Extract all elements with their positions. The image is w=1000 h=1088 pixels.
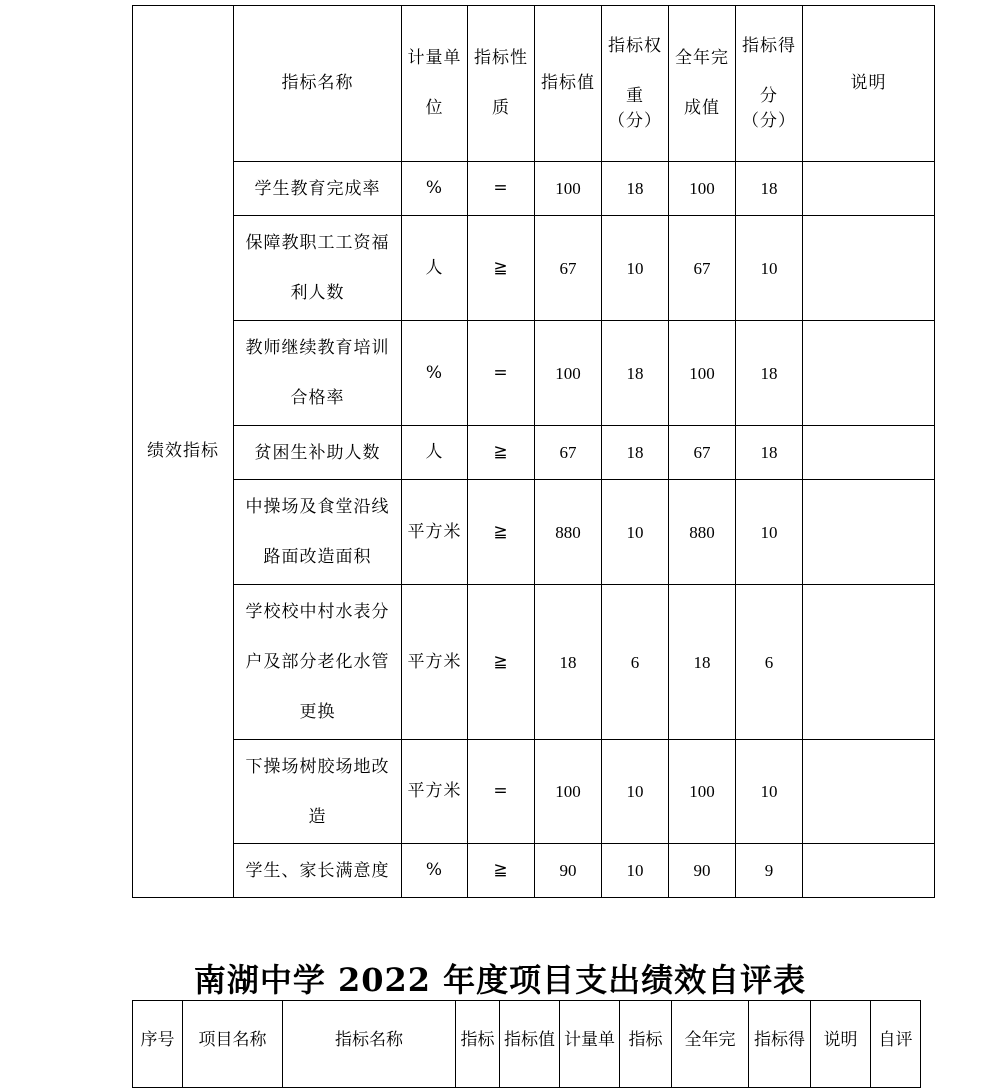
- performance-indicator-table: [132, 5, 935, 898]
- score-cell: 10: [736, 216, 803, 321]
- indicator-name: 学校校中村水表分 户及部分老化水管 更换: [234, 585, 402, 740]
- weight-cell: 6: [602, 585, 669, 740]
- value-cell: 67: [535, 426, 602, 480]
- unit-cell: 平方米: [402, 480, 468, 585]
- nature-cell: =: [468, 321, 535, 426]
- header-actual: 全年完 成值: [669, 6, 736, 162]
- note-cell: [803, 216, 935, 321]
- indicator-name: 教师继续教育培训 合格率: [234, 321, 402, 426]
- table-row: [133, 162, 935, 216]
- page-title: 南湖中学 2022 年度项目支出绩效自评表: [193, 961, 807, 999]
- header-note: 说明: [803, 6, 935, 162]
- value-cell: 880: [535, 480, 602, 585]
- unit-cell: 平方米: [402, 740, 468, 844]
- indicator-name: 保障教职工工资福 利人数: [234, 216, 402, 321]
- score-cell: 9: [736, 844, 803, 898]
- weight-cell: 18: [602, 162, 669, 216]
- score-cell: 18: [736, 162, 803, 216]
- table-row: [133, 426, 935, 480]
- actual-cell: 67: [669, 426, 736, 480]
- eval-header-cell: 自评: [871, 1001, 921, 1088]
- indicator-name: 学生、家长满意度: [234, 844, 402, 898]
- note-cell: [803, 321, 935, 426]
- note-cell: [803, 585, 935, 740]
- table-row: [133, 740, 935, 844]
- actual-cell: 880: [669, 480, 736, 585]
- actual-cell: 100: [669, 321, 736, 426]
- eval-header-cell: 全年完: [672, 1001, 749, 1088]
- eval-header-cell: 指标得: [749, 1001, 811, 1088]
- score-cell: 10: [736, 740, 803, 844]
- header-indicator-name: 指标名称: [234, 6, 402, 162]
- note-cell: [803, 480, 935, 585]
- unit-cell: 平方米: [402, 585, 468, 740]
- actual-cell: 90: [669, 844, 736, 898]
- unit-cell: %: [402, 844, 468, 898]
- table-row: [133, 321, 935, 426]
- eval-header-cell: 项目名称: [183, 1001, 283, 1088]
- value-cell: 90: [535, 844, 602, 898]
- actual-cell: 100: [669, 740, 736, 844]
- value-cell: 100: [535, 740, 602, 844]
- self-evaluation-table: [132, 1000, 921, 1088]
- indicator-name: 贫困生补助人数: [234, 426, 402, 480]
- note-cell: [803, 162, 935, 216]
- nature-cell: ≧: [468, 844, 535, 898]
- indicator-name: 中操场及食堂沿线 路面改造面积: [234, 480, 402, 585]
- note-cell: [803, 844, 935, 898]
- eval-header-cell: 计量单: [560, 1001, 620, 1088]
- weight-cell: 10: [602, 844, 669, 898]
- table-row: [133, 844, 935, 898]
- eval-header-row: [133, 1001, 921, 1088]
- unit-cell: 人: [402, 216, 468, 321]
- unit-cell: 人: [402, 426, 468, 480]
- section-label-cell: [133, 6, 234, 898]
- nature-cell: =: [468, 740, 535, 844]
- score-cell: 18: [736, 426, 803, 480]
- value-cell: 100: [535, 162, 602, 216]
- header-score: 指标得 分 （分）: [736, 6, 803, 162]
- table-row: [133, 216, 935, 321]
- header-nature: 指标性 质: [468, 6, 535, 162]
- table-row: [133, 585, 935, 740]
- indicator-name: 学生教育完成率: [234, 162, 402, 216]
- nature-cell: ≧: [468, 480, 535, 585]
- header-value: 指标值: [535, 6, 602, 162]
- actual-cell: 100: [669, 162, 736, 216]
- eval-header-cell: 指标: [456, 1001, 500, 1088]
- weight-cell: 10: [602, 480, 669, 585]
- note-cell: [803, 426, 935, 480]
- score-cell: 6: [736, 585, 803, 740]
- weight-cell: 10: [602, 740, 669, 844]
- value-cell: 18: [535, 585, 602, 740]
- nature-cell: =: [468, 162, 535, 216]
- note-cell: [803, 740, 935, 844]
- eval-header-cell: 说明: [811, 1001, 871, 1088]
- actual-cell: 18: [669, 585, 736, 740]
- nature-cell: ≧: [468, 585, 535, 740]
- indicator-name: 下操场树胶场地改 造: [234, 740, 402, 844]
- actual-cell: 67: [669, 216, 736, 321]
- nature-cell: ≧: [468, 216, 535, 321]
- eval-header-cell: 指标名称: [283, 1001, 456, 1088]
- unit-cell: %: [402, 321, 468, 426]
- table-header-row: [133, 6, 935, 162]
- value-cell: 100: [535, 321, 602, 426]
- weight-cell: 18: [602, 321, 669, 426]
- table-row: [133, 480, 935, 585]
- header-weight: 指标权 重 （分）: [602, 6, 669, 162]
- unit-cell: %: [402, 162, 468, 216]
- section-label: 绩效指标: [147, 441, 219, 461]
- weight-cell: 10: [602, 216, 669, 321]
- eval-header-cell: 序号: [133, 1001, 183, 1088]
- value-cell: 67: [535, 216, 602, 321]
- nature-cell: ≧: [468, 426, 535, 480]
- eval-header-cell: 指标值: [500, 1001, 560, 1088]
- weight-cell: 18: [602, 426, 669, 480]
- eval-header-cell: 指标: [620, 1001, 672, 1088]
- header-unit: 计量单 位: [402, 6, 468, 162]
- score-cell: 18: [736, 321, 803, 426]
- score-cell: 10: [736, 480, 803, 585]
